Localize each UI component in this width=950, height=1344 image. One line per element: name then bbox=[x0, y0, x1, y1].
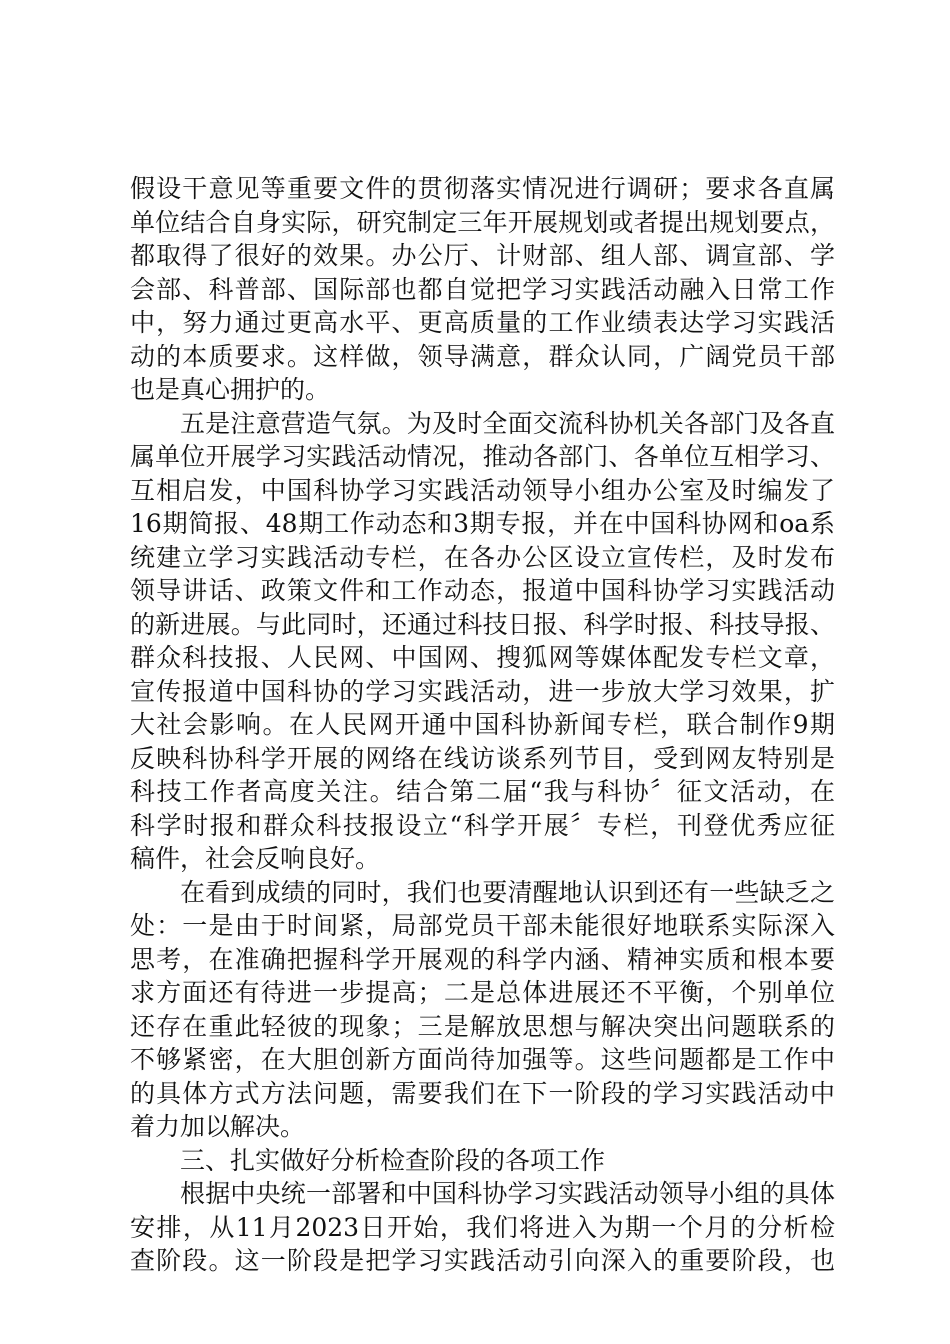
text-line: 五是注意营造气氛。为及时全面交流科协机关各部门及各直 bbox=[180, 408, 835, 438]
text-line: 查阶段。这一阶段是把学习实践活动引向深入的重要阶段，也 bbox=[130, 1246, 835, 1275]
text-line: 思考，在准确把握科学开展观的科学内涵、精神实质和根本要 bbox=[130, 944, 835, 974]
text-line: 16期简报、48期工作动态和3期专报，并在中国科协网和oa系 bbox=[130, 509, 835, 538]
text-line: 单位结合自身实际，研究制定三年开展规划或者提出规划要点， bbox=[130, 207, 835, 237]
text-line: 属单位开展学习实践活动情况，推动各部门、各单位互相学习、 bbox=[130, 442, 835, 471]
text-line: 不够紧密，在大胆创新方面尚待加强等。这些问题都是工作中 bbox=[130, 1045, 835, 1074]
text-line: 的新进展。与此同时，还通过科技日报、科学时报、科技导报、 bbox=[130, 609, 835, 639]
text-line: 安排，从11月2023日开始，我们将进入为期一个月的分析检 bbox=[130, 1212, 835, 1242]
text-line: 稿件，社会反响良好。 bbox=[130, 844, 381, 873]
text-line: 中，努力通过更高水平、更高质量的工作业绩表达学习实践活 bbox=[130, 308, 835, 337]
text-line: 科学时报和群众科技报设立“科学开展〞专栏，刊登优秀应征 bbox=[130, 810, 835, 840]
text-line: 宣传报道中国科协的学习实践活动，进一步放大学习效果，扩 bbox=[130, 676, 835, 706]
text-line: 会部、科普部、国际部也都自觉把学习实践活动融入日常工作 bbox=[130, 274, 835, 304]
text-line: 领导讲话、政策文件和工作动态，报道中国科协学习实践活动 bbox=[130, 576, 835, 605]
text-line: 都取得了很好的效果。办公厅、计财部、组人部、调宣部、学 bbox=[130, 241, 835, 270]
text-line: 也是真心拥护的。 bbox=[130, 375, 331, 404]
text-line: 互相启发，中国科协学习实践活动领导小组办公室及时编发了 bbox=[130, 475, 835, 505]
text-line: 统建立学习实践活动专栏，在各办公区设立宣传栏，及时发布 bbox=[130, 542, 835, 572]
text-line: 着力加以解决。 bbox=[130, 1112, 306, 1141]
text-line: 三、扎实做好分析检查阶段的各项工作 bbox=[180, 1145, 606, 1175]
text-line: 在看到成绩的同时，我们也要清醒地认识到还有一些缺乏之 bbox=[180, 877, 835, 907]
text-line: 假设干意见等重要文件的贯彻落实情况进行调研；要求各直属 bbox=[130, 174, 835, 203]
text-line: 还存在重此轻彼的现象；三是解放思想与解决突出问题联系的 bbox=[130, 1011, 835, 1041]
text-line: 根据中央统一部署和中国科协学习实践活动领导小组的具体 bbox=[180, 1179, 835, 1208]
text-line: 科技工作者高度关注。结合第二届“我与科协〞征文活动，在 bbox=[130, 777, 835, 806]
text-line: 动的本质要求。这样做，领导满意，群众认同，广阔党员干部 bbox=[130, 341, 835, 371]
text-line: 大社会影响。在人民网开通中国科协新闻专栏，联合制作9期 bbox=[130, 710, 835, 739]
text-line: 群众科技报、人民网、中国网、搜狐网等媒体配发专栏文章， bbox=[130, 643, 835, 672]
text-line: 求方面还有待进一步提高；二是总体进展还不平衡，个别单位 bbox=[130, 978, 835, 1007]
text-line: 反映科协科学开展的网络在线访谈系列节目，受到网友特别是 bbox=[130, 743, 835, 773]
text-line: 处：一是由于时间紧，局部党员干部未能很好地联系实际深入 bbox=[130, 911, 835, 940]
document-body bbox=[130, 172, 835, 1278]
text-line: 的具体方式方法问题，需要我们在下一阶段的学习实践活动中 bbox=[130, 1078, 835, 1108]
